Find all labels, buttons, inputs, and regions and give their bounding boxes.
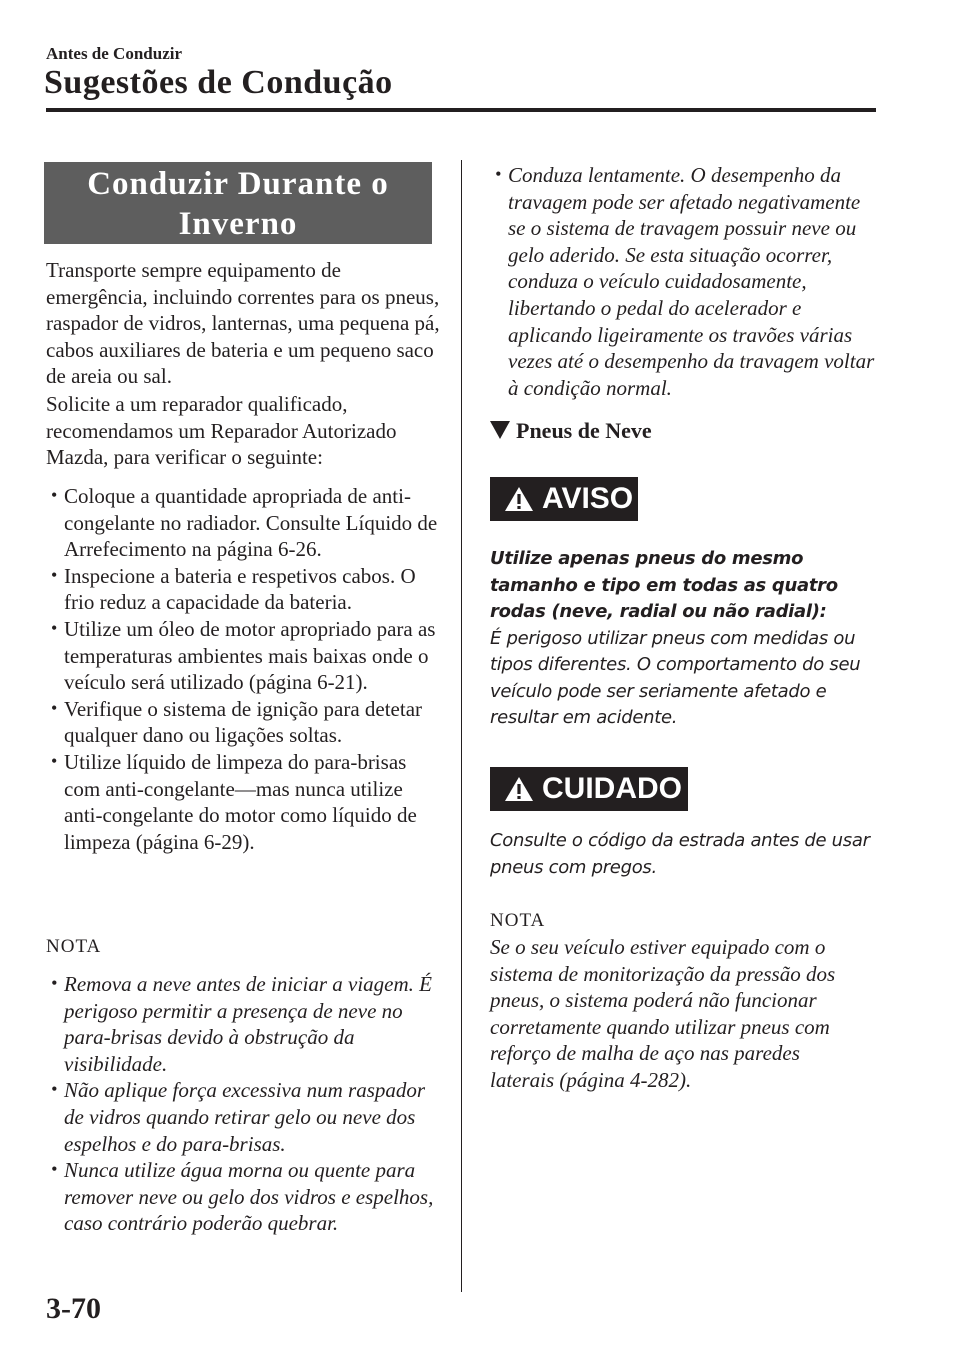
warning-body: É perigoso utilizar pneus com medidas ou tipos diferentes. O comportamento do seu veículo pode ser seriamente afetado e resultar em acidente. [490, 627, 861, 728]
list-item: • Inspecione a bateria e respetivos cabos. O frio reduz a capacidade da bateria. [51, 563, 416, 615]
bullet-icon: • [51, 973, 58, 993]
checklist [46, 483, 446, 855]
note-label: NOTA [490, 910, 546, 931]
caution-triangle-icon [504, 775, 534, 803]
bullet-icon: • [51, 485, 58, 505]
note-list [46, 971, 446, 1237]
list-item: • Remova a neve antes de iniciar a viagem. É perigoso permitir a presença de neve no para-brisas devido à obstrução da visibilidade. [51, 972, 432, 1076]
list-item: • Verifique o sistema de ignição para detetar qualquer dano ou ligações soltas. [51, 696, 423, 748]
warning-heading: Utilize apenas pneus do mesmo tamanho e tipo em todas as quatro rodas (neve, radial ou não radial): [490, 548, 838, 622]
note-list-continued [490, 162, 880, 401]
note-label: NOTA [46, 936, 102, 957]
bullet-icon: • [495, 164, 502, 184]
chapter-title: Sugestões de Condução [44, 64, 393, 101]
triangle-marker-icon [490, 421, 510, 439]
section-label: Antes de Conduzir [46, 44, 183, 63]
warning-triangle-icon [504, 485, 534, 513]
list-item: • Não aplique força excessiva num raspador de vidros quando retirar gelo ou neve dos espelhos e do para-brisas. [51, 1078, 426, 1156]
intro-paragraph-1: Transporte sempre equipamento de emergência, incluindo correntes para os pneus, raspador de vidros, lanternas, uma pequena pá, cabos auxiliares de bateria e um pequeno saco de areia ou sal. [46, 258, 440, 389]
list-item: • Coloque a quantidade apropriada de anti-congelante no radiador. Consulte Líquido de Arrefecimento na página 6-26. [51, 484, 438, 562]
bullet-icon: • [51, 697, 58, 718]
header-rule [46, 108, 876, 112]
section-title-line2: Inverno [178, 206, 298, 242]
list-item: • Utilize líquido de limpeza do para-brisas com anti-congelante—mas nunca utilize anti-congelante do motor como líquido de limpeza (página 6-29). [51, 749, 417, 854]
list-item: • Nunca utilize água morna ou quente para remover neve ou gelo dos vidros e espelhos, caso contrário poderão quebrar. [51, 1158, 434, 1236]
caution-badge: CUIDADO [490, 767, 688, 811]
warning-text [490, 546, 885, 732]
list-item: • Utilize um óleo de motor apropriado para as temperaturas ambientes mais baixas onde o veículo será utilizado (página 6-21). [51, 616, 436, 695]
warning-badge: AVISO [490, 477, 638, 521]
snow-tires-note-text: Se o seu veículo estiver equipado com o sistema de monitorização da pressão dos pneus, o sistema poderá não funcionar corretamente quando utilizar pneus com reforço de malha de aço nas paredes laterais (página 4-282). [490, 935, 836, 1092]
intro-paragraph-2: Solicite a um reparador qualificado, recomendamos um Reparador Autorizado Mazda, para verificar o seguinte: [46, 392, 397, 470]
bullet-icon: • [51, 564, 58, 585]
page-number: 3-70 [46, 1292, 101, 1325]
snow-tires-heading: Pneus de Neve [490, 418, 652, 444]
section-title-line1: Conduzir Durante o [87, 166, 389, 202]
list-item: • Conduza lentamente. O desempenho da travagem pode ser afetado negativamente se o sistema de travagem possuir neve ou gelo aderido. Se esta situação ocorrer, conduza o veículo cuidadosamente, libertando o pedal do acelerador e aplicando ligeiramente os travões várias vezes até o desempenho da travagem voltar à condição normal. [495, 163, 875, 400]
bullet-icon: • [51, 1079, 58, 1100]
section-title-box [44, 162, 432, 244]
column-divider [461, 160, 462, 1292]
bullet-icon: • [51, 750, 58, 771]
bullet-icon: • [51, 617, 58, 638]
bullet-icon: • [51, 1159, 58, 1180]
caution-text: Consulte o código da estrada antes de usar pneus com pregos. [490, 830, 870, 878]
